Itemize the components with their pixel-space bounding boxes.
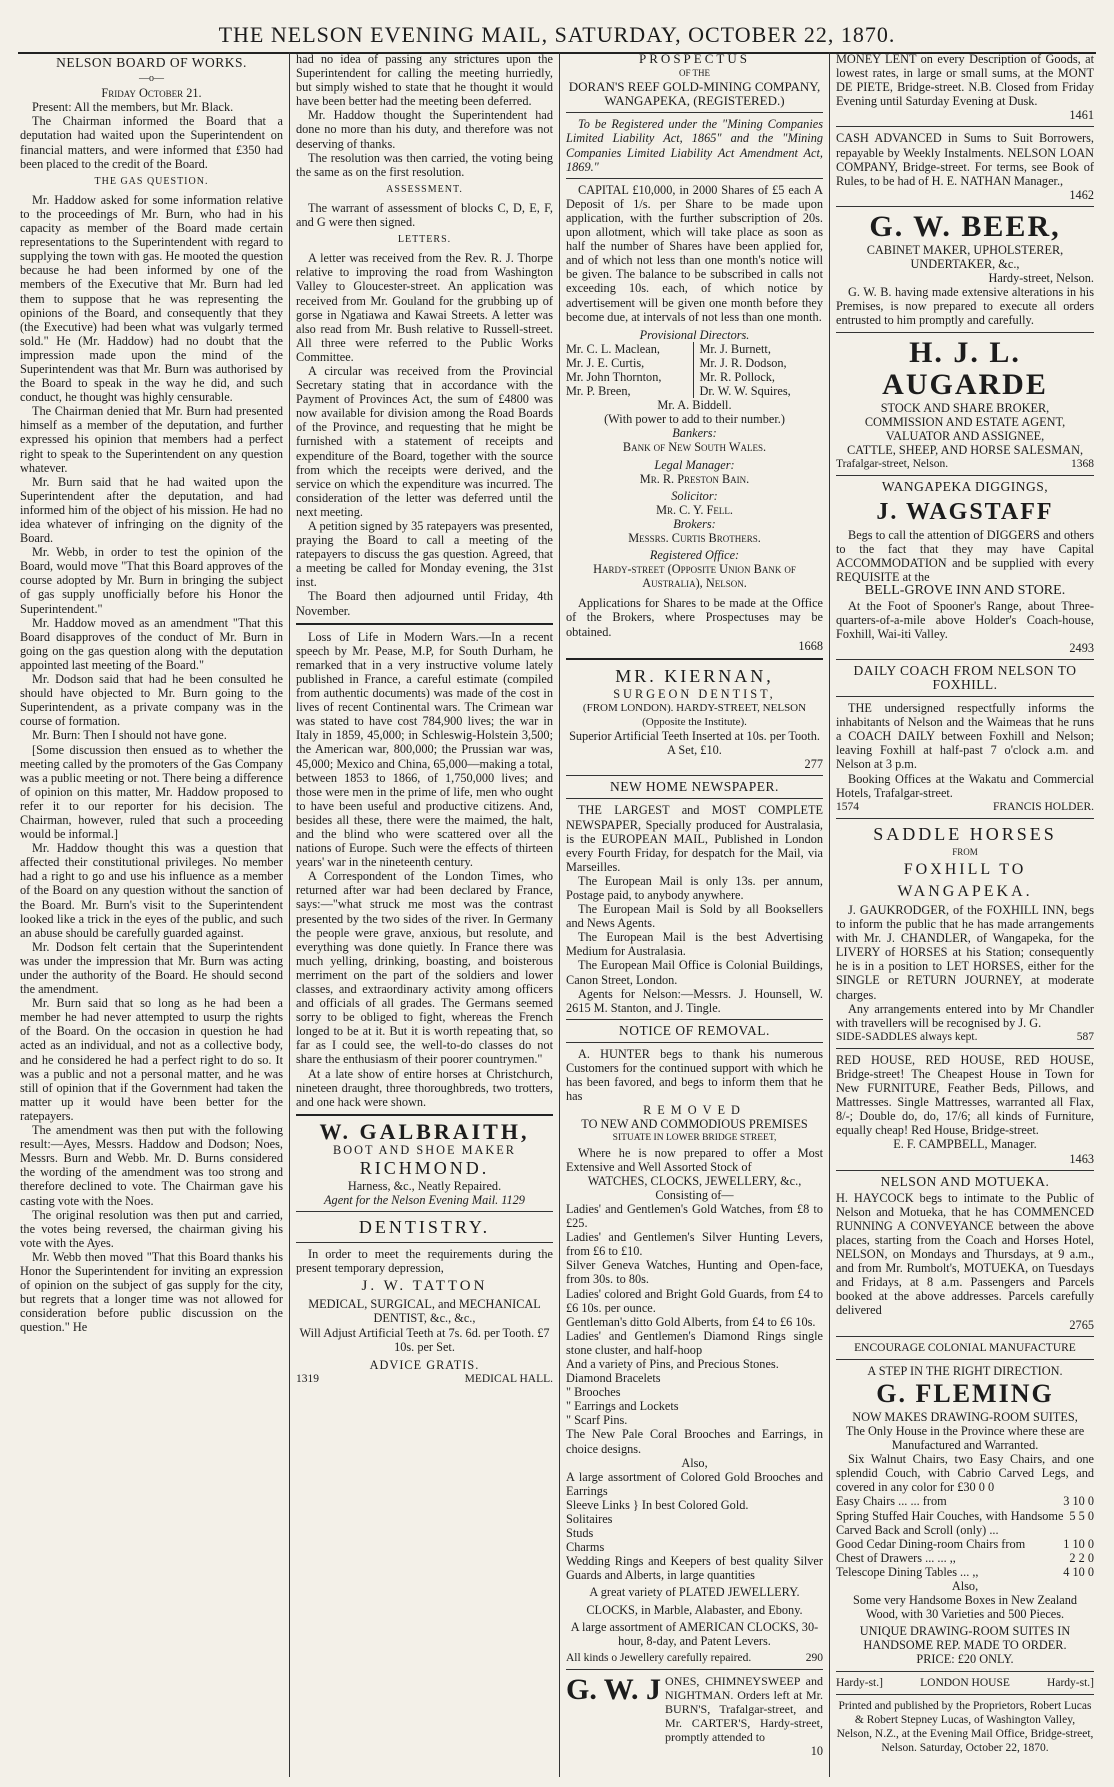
fleming-t6: PRICE: £20 ONLY. — [916, 1652, 1014, 1667]
solicitor-heading: Solicitor: — [671, 488, 718, 503]
price-value: 5 5 0 — [1069, 1508, 1094, 1523]
paragraph: The European Mail is Sold by all Booksellers and News Agents. — [566, 902, 823, 931]
paragraph: Agents for Nelson:—Messrs. J. Hounsell, W. 2615 M. Stanton, and J. Tingle. — [566, 986, 823, 1015]
ad-hall: MEDICAL HALL. — [464, 1372, 553, 1385]
removal-items-2 — [566, 1470, 823, 1583]
price-row — [836, 1509, 1094, 1537]
removal-items — [566, 1202, 823, 1456]
bankers-heading: Bankers: — [672, 426, 717, 441]
stock-item: Ladies' and Gentlemen's Silver Hunting Levers, from £6 to £10. — [566, 1230, 823, 1259]
prospectus-company: DORAN'S REEF GOLD-MINING COMPANY, WANGAPEKA, (REGISTERED.) — [568, 79, 821, 109]
stock-item: Studs — [566, 1526, 594, 1541]
london-house: LONDON HOUSE — [920, 1676, 1010, 1689]
augarde-trade-3: VALUATOR AND ASSIGNEE, — [885, 428, 1045, 443]
wagstaff-text: Begs to call the attention of DIGGERS and others to the fact that they may have Capital ACCOMMODATION and be supplied with every REQUISITE at the — [836, 528, 1094, 585]
wagstaff-address: At the Foot of Spooner's Range, about Three-quarters-of-a-mile above Holder's Coach-house, Foxhill, Wai-iti Valley. — [836, 598, 1094, 641]
paragraph: Mr. Dodson felt certain that the Superintendent was under the impression that Mr. Burn was acting under the authority of the Board. He should second the amendment. — [20, 939, 283, 997]
stock-item: And a variety of Pins, and Precious Stones. — [566, 1356, 779, 1371]
ad-number: 2765 — [1069, 1317, 1094, 1332]
ad-number: 1668 — [798, 638, 823, 653]
director-name: Dr. W. W. Squires, — [699, 384, 791, 399]
director-name: Mr. P. Breen, — [566, 384, 631, 399]
price-row — [836, 1494, 1094, 1508]
fleming-t1: NOW MAKES DRAWING-ROOM SUITES, — [852, 1409, 1078, 1424]
brokers: Messrs. Curtis Brothers. — [628, 531, 761, 545]
paragraph: A Correspondent of the London Times, who returned after war had been declared by France, says:—"what struck me most was the contrast presented by the two sides of the river. In Germany the people were grave, anxious, but resolute, and everything was done quietly. In France there was much yelling, drinking, boasting, and boisterous merriment on the part of the soldiers and lower classes, and extraordinary activity among officers and officials of all grades. The Germans seemed sorry to be obliged to fight, whereas the French longed to be at it. But it is worth repeating that, so far as I could see, the well-to-do classes do not share the enthusiasm of their poorer countrymen." — [296, 869, 553, 1067]
ad-text: In order to meet the requirements during the present temporary depression, — [296, 1247, 553, 1276]
beer-text: G. W. B. having made extensive alterations in his Premises, is now prepared to execute all orders entrusted to him promptly and carefully. — [836, 285, 1094, 328]
paragraph: The warrant of assessment of blocks C, D, E, F, and G were then signed. — [296, 200, 553, 230]
divider — [296, 623, 553, 625]
stock-item: Silver Geneva Watches, Hunting and Open-face, from 30s. to 80s. — [566, 1258, 823, 1287]
paragraph: THE LARGEST and MOST COMPLETE NEWSPAPER, Specially produced for Australasia, is the EUROPEAN MAIL, Published in London every Fourth Friday, for despatch for the Mail, via Marseilles. — [566, 803, 823, 874]
cash-ad: CASH ADVANCED in Sums to Suit Borrowers, repayable by Weekly Instalments. NELSON LOAN COMPANY, Bridge-street. For terms, see Book of Rules, to be had of H. E. NATHAN Manager., — [836, 131, 1094, 188]
ad-number: 2493 — [1069, 640, 1094, 655]
ad-number: 1319 — [296, 1372, 319, 1385]
ad-text: Harness, &c., Neatly Repaired. — [347, 1178, 502, 1193]
solicitor: Mr. C. Y. Fell. — [656, 502, 733, 517]
paragraph: Mr. Burn: Then I should not have gone. — [32, 728, 227, 743]
prospectus-title: PROSPECTUS — [639, 52, 750, 66]
saddle-route: FOXHILL TO WANGAPEKA. — [897, 860, 1033, 900]
stock-item: A large assortment of Colored Gold Brooches and Earrings — [566, 1469, 823, 1498]
fleming-price-list — [836, 1494, 1094, 1579]
article-date: Friday October 21. — [101, 86, 202, 101]
price-value: 2 2 0 — [1069, 1550, 1094, 1565]
paragraph: The European Mail is only 13s. per annum, Postage paid, to anybody anywhere. — [566, 873, 823, 902]
red-house-manager: E. F. CAMPBELL, Manager. — [893, 1137, 1037, 1152]
augarde-trade-4: CATTLE, SHEEP, AND HORSE SALESMAN, — [846, 442, 1084, 457]
paragraph: Mr. Haddow moved as an amendment "That this Board disapproves of the conduct of Mr. Burn in going on the gas question along with the deputation appointed last meeting of the Board." — [20, 615, 283, 672]
directors-heading: Provisional Directors. — [639, 327, 750, 342]
saddle-title: SADDLE HORSES — [873, 823, 1057, 844]
director-name: Mr. J. R. Dodson, — [699, 355, 787, 370]
stock-item: Diamond Bracelets — [566, 1371, 661, 1386]
augarde-name: H. J. L. AUGARDE — [882, 335, 1048, 401]
price-value: 1 10 0 — [1063, 1536, 1094, 1551]
director-extra: Mr. A. Biddell. — [657, 398, 732, 413]
ad-name: J. W. TATTON — [361, 1278, 488, 1295]
prospectus-of: OF THE — [678, 68, 711, 79]
price-value: 4 10 0 — [1063, 1564, 1094, 1579]
ad-number: 1574 — [836, 800, 859, 813]
paragraph: The Chairman denied that Mr. Burn had presented himself as a member of the deputation, and further expressed his opinion that members had a perfect right to speak to the Superintendent on any question whatever. — [20, 404, 283, 475]
kiernan-name: MR. KIERNAN, — [615, 665, 774, 686]
saddle-from: FROM — [952, 846, 978, 857]
london-left: Hardy-st.] — [836, 1676, 883, 1689]
removal-stock: WATCHES, CLOCKS, JEWELLERY, &c., — [587, 1173, 802, 1188]
paragraph: A petition signed by 35 ratepayers was presented, praying the Board to call a meeting of the ratepayers to discuss the gas question. Agreed, that a meeting be called for Monday evening, the 31st inst. — [296, 519, 553, 590]
ad-title: DENTISTRY. — [358, 1217, 491, 1238]
ad-advice: ADVICE GRATIS. — [369, 1357, 480, 1372]
fleming-t3: Six Walnut Chairs, two Easy Chairs, and one splendid Couch, with Cabrio Carved Legs, and covered in any color for £30 0 0 — [836, 1452, 1094, 1495]
stock-item: " Scarf Pins. — [566, 1413, 628, 1428]
divider — [296, 1211, 553, 1212]
newspaper-ad-title: NEW HOME NEWSPAPER. — [610, 779, 779, 795]
coach-owner: FRANCIS HOLDER. — [993, 800, 1094, 813]
manager: Mr. R. Preston Bain. — [639, 471, 750, 486]
paragraph: The original resolution was then put and carried, the votes being reversed, the chairman giving his vote with the Ayes. — [20, 1207, 283, 1250]
beer-trade: CABINET MAKER, UPHOLSTERER, — [866, 242, 1064, 257]
saddle-side: SIDE-SADDLES always kept. — [836, 1030, 978, 1043]
article-heading: NELSON BOARD OF WORKS. — [56, 55, 247, 70]
fleming-t5: UNIQUE DRAWING-ROOM SUITES IN HANDSOME REP. MADE TO ORDER. — [859, 1624, 1071, 1653]
paragraph: Mr. Haddow thought this was a question that affected their constitutional privileges. No member had a right to go and use his influence as a member of the Board on any question without the sanction of the Board. Mr. Burn's visit to the Superintendent looked like a trick in the eyes of the public, and such an abuse should be carefully guarded against. — [20, 841, 283, 940]
removal-situate: SITUATE IN LOWER BRIDGE STREET, — [612, 1133, 777, 1144]
paragraph: Mr. Haddow asked for some information relative to the proceedings of Mr. Burn, who had in his capacity as member of the Board made certain representations to the Superintendent with regard to supplying the town with gas. He mooted the question because he had been informed by one of the members of the Executive that Mr. Burn had led them to suppose that he was representing the opinions of the Board, and consequently that they (the Executive) had been what was vulgarly termed sold." He (Mr. Haddow) had no doubt that the impression made upon the mind of the Superintendent was that Mr. Burn was authorised by the Board to speak in the way he did, and such conduct, he thought was highly censurable. — [20, 192, 283, 405]
subheading: LETTERS. — [397, 234, 452, 246]
fleming-t2: The Only House in the Province where these are Manufactured and Warranted. — [845, 1423, 1085, 1453]
augarde-address: Trafalgar-street, Nelson. — [836, 457, 949, 470]
paragraph: had no idea of passing any strictures upon the Superintendent for calling the meeting hurriedly, but simply wished to state that he thought it would have been better had the meeting been deferred. — [296, 52, 553, 109]
paragraph: Mr. Webb then moved "That this Board thanks his Honor the Superintendent for inviting an expression of opinion on the subject of gas supply for the city, but regrets that a longer time was not allowed for consideration before public discussion on the question." He — [20, 1249, 283, 1335]
coach-text: THE undersigned respectfully informs the inhabitants of Nelson and the Waimeas that he runs a COACH DAILY between Foxhill and Nelson; leaving Foxhill at half-past 7 o'clock a.m. and Nelson at 3 p.m. — [836, 701, 1094, 772]
director-note: (With power to add to their number.) — [604, 412, 785, 427]
removal-consisting: Consisting of— — [655, 1187, 734, 1202]
ad-number: 10 — [810, 1744, 823, 1759]
director-name: Mr. J. Burnett, — [699, 341, 771, 356]
paragraph: A. HUNTER begs to thank his numerous Customers for the continued support with which he has been favored, and begs to inform them that he has — [566, 1046, 823, 1104]
wangapeka-title: WANGAPEKA DIGGINGS, — [881, 478, 1049, 494]
beer-name: G. W. BEER, — [869, 209, 1061, 243]
saddle-text-2: Any arrangements entered into by Mr Chandler with travellers will be recognised by J. G. — [836, 1001, 1094, 1030]
paragraph: The Chairman informed the Board that a deputation had waited upon the Superintendent on financial matters, and were informed that £350 had been placed to the credit of the Board. — [20, 114, 283, 171]
ad-number: 1463 — [1069, 1151, 1094, 1166]
director-name: Mr. C. L. Maclean, — [566, 341, 660, 356]
ad-number: 1368 — [1071, 457, 1094, 470]
ad-trade: MEDICAL, SURGICAL, and MECHANICAL DENTIST, &c., &c., — [308, 1297, 541, 1326]
paragraph: A letter was received from the Rev. R. J. Thorpe relative to improving the road from Washington Valley to Gloucester-street. An application was received from Mr. Gouland for the grubbing up of gorse in Ngatiawa and Kawai Streets. A letter was also read from Mr. Bush relative to Russell-street. All three were referred to the Public Works Committee. — [296, 251, 553, 364]
imprint: Printed and published by the Proprietors, Robert Lucas & Robert Stepney Lucas, of Washington Valley, Nelson, N.Z., at the Evening Mail Office, Bridge-street, Nelson. Saturday, October 22, 1870. — [836, 1699, 1094, 1754]
kiernan-text: Superior Artificial Teeth Inserted at 10s. per Tooth. A Set, £10. — [569, 729, 820, 758]
encourage: ENCOURAGE COLONIAL MANUFACTURE — [854, 1341, 1076, 1354]
augarde-trade-1: STOCK AND SHARE BROKER, — [880, 400, 1050, 415]
paragraph: Present: All the members, but Mr. Black. — [32, 100, 234, 115]
step: A STEP IN THE RIGHT DIRECTION. — [867, 1363, 1063, 1378]
applications: Applications for Shares to be made at the Office of the Brokers, where Prospectuses may be obtained. — [566, 596, 823, 639]
kiernan-address: (FROM LONDON). HARDY-STREET, NELSON (Opposite the Institute). — [582, 701, 807, 728]
ad-number: 290 — [805, 1651, 823, 1664]
stock-item: Gentleman's ditto Gold Alberts, from £4 to £6 10s. — [566, 1314, 816, 1329]
beer-address: Hardy-street, Nelson. — [988, 271, 1094, 286]
price-item: Good Cedar Dining-room Chairs from — [836, 1536, 1026, 1551]
stock-item: " Brooches — [566, 1385, 621, 1400]
red-house-text: RED HOUSE, RED HOUSE, RED HOUSE, Bridge-street! The Cheapest House in Town for New FURNITURE, Feather Beds, Pillows, and Mattresses. Single Mattresses, warranted all Flax, 8/-; Double do, do, 17/6; all kinds of Furniture, equally cheap! Red House, Bridge-street. — [836, 1052, 1094, 1138]
paragraph: Where he is now prepared to offer a Most Extensive and Well Assorted Stock of — [566, 1145, 823, 1174]
london-right: Hardy-st.] — [1047, 1676, 1094, 1689]
paragraph: The European Mail is the best Advertising Medium for Australasia. — [566, 930, 823, 959]
divider — [296, 1114, 553, 1116]
masthead: THE NELSON EVENING MAIL, SATURDAY, OCTOBER 22, 1870. — [18, 8, 1096, 54]
columns — [14, 52, 1100, 1777]
office: Hardy-street (Opposite Union Bank of Australia), Nelson. — [593, 562, 796, 591]
paragraph: Loss of Life in Modern Wars.—In a recent speech by Mr. Pease, M.P, for South Durham, he remarked that in a very instructive volume lately published in France, a careful estimate (compiled from authentic documents) was made of the cost in lives of recent Continental wars. The Crimean war was stated to have cost 784,900 lives; the war in Italy in 1859, 45,000; in Schleswig-Holstein 3,500; the American war, 800,000; the Prussian war was, 45,000; Mexico and China, 65,000—making a total, between 1853 to 1866, of 1,750,000 lives; and those were men in the prime of life, men who ought to have been useful and productive citizens. And, besides all these, there were the maimed, the halt, and the blind who were scattered over all the nations of Europe. Such were the effects of thirteen years' war in the nineteenth century. — [296, 629, 553, 870]
price-row — [836, 1537, 1094, 1551]
paragraph: Mr. Burn said that he had waited upon the Superintendent after the deputation, and had informed him of the object of his mission. He had no idea whatever of infringing on the dignity of the Board. — [20, 474, 283, 546]
fleming-t4: Some very Handsome Boxes in New Zealand Wood, with 30 Varieties and 500 Pieces. — [852, 1593, 1078, 1622]
paragraph: The Board then adjourned until Friday, 4th November. — [296, 589, 553, 618]
bankers: Bank of New South Wales. — [622, 440, 767, 455]
director-name: Mr. J. E. Curtis, — [566, 355, 645, 370]
wagstaff-inn: BELL-GROVE INN AND STORE. — [864, 583, 1066, 599]
ad-text: Will Adjust Artificial Teeth at 7s. 6d. per Tooth. £7 10s. per Set. — [299, 1325, 550, 1354]
subheading: THE GAS QUESTION. — [94, 175, 209, 187]
column-1: NELSON BOARD OF WORKS. —o— Friday October 21. Present: All the members, but Mr. Black. The Chairman informed the Board that a deputation had waited upon the Superintendent on financial matters, and were informed that £350 had been placed to the credit of the Board. THE GAS QUESTION. Mr. Haddow asked for some information relative to the proceedings of Mr. Burn, who had in his capacity as member of the Board made certain representations to the Superintendent with regard to supplying the town with gas. He mooted the question because he had been informed by one of the members of the Executive that Mr. Burn had led them to suppose that he was representing the opinions of the Board, and consequently that they (the Executive) had been what was vulgarly termed sold." He (Mr. Haddow) had no doubt that the impression made upon the mind of the Superintendent was that Mr. Burn was authorised by the Board to speak in the way he did, and such conduct, he thought was highly censurable. The Chairman denied that Mr. Burn had presented himself as a member of the deputation, and further expressed his opinion that members had a perfect right to speak to the Superintendent on any question whatever. Mr. Burn said that he had waited upon the Superintendent after the deputation, and had informed him of the object of his mission. He had no idea whatever of infringing on the dignity of the Board. Mr. Webb, in order to test the opinion of the Board, would move "That this Board approves of the course adopted by Mr. Burn in bringing the subject of gas supply unofficially before his Honor the Superintendent." Mr. Haddow moved as an amendment "That this Board disapproves of the conduct of Mr. Burn in going on the gas question along with the deputation appointed last meeting of the Board." Mr. Dodson said that had he been consulted he should have objected to Mr. Burn going to the Superintendent, as a private company was in the course of formation. Mr. Burn: Then I should not have gone. [Some discussion then ensued as to whether the meeting called by the promoters of the Gas Company was a public meeting or not. There being a difference of opinion on this matter, Mr. Haddow proposed to refer it to our reporter for his decision. The Chairman, however, ruled that such a proceeding would be informal.] Mr. Haddow thought this was a question that affected their constitutional privileges. No member had a right to go and use his influence as a member of the Board on any question without the sanction of the Board. Mr. Burn's visit to the Superintendent looked like a trick in the eyes of the public, and such an abuse should be carefully guarded against. Mr. Dodson felt certain that the Superintendent was under the impression that Mr. Burn was acting under the authority of the Board. He should second the amendment. Mr. Burn said that so long as he had been a member he had never attempted to usurp the rights of the Board. On the occasion in question he had acted as an individual, and not as a collective body, and he considered he had a perfect right to do so. It was a public and not a personal matter, and he was still of opinion that if the Government had taken the matter up it would have been better for the ratepayers. The amendment was then put with the following result:—Ayes, Messrs. Haddow and Dodson; Noes, Messrs. Burn and Webb. Mr. D. Burns considered the wording of the amendment was too strong and therefore declined to vote. The Chairman gave his casting vote with the Noes. The original resolution was then put and carried, the votes being reversed, the chairman giving his vote with the Ayes. Mr. Webb then moved "That this Board thanks his Honor the Superintendent for inviting an expression of opinion on the subject of gas supply for the city, but regrets that a longer time was not allowed for consideration before public discussion on the question." He — [20, 55, 283, 1335]
office-heading: Registered Office: — [649, 548, 740, 563]
removal-american: A large assortment of AMERICAN CLOCKS, 30-hour, 8-day, and Patent Levers. — [570, 1619, 819, 1648]
price-item: Telescope Dining Tables ... ,, — [836, 1564, 979, 1579]
stock-item: Ladies' and Gentlemen's Diamond Rings single stone cluster, and half-hoop — [566, 1328, 823, 1357]
stock-item: Wedding Rings and Keepers of best quality Silver Guards and Alberts, in large quantities — [566, 1554, 823, 1583]
removal-title: NOTICE OF REMOVAL. — [619, 1022, 770, 1038]
kiernan-trade: SURGEON DENTIST, — [613, 686, 776, 701]
stock-item: Ladies' and Gentlemen's Gold Watches, from £8 to £25. — [566, 1201, 823, 1231]
paragraph: Mr. Burn said that so long as he had been a member he had never attempted to usurp the rights of the Board. On the occasion in question he had acted as an individual, and not as a collective body, and he considered he had a perfect right to do so. It was a public and not a personal matter, and he was still of opinion that if the Government had taken the matter up it would have been better for the ratepayers. — [20, 996, 283, 1123]
price-row — [836, 1565, 1094, 1579]
removed: REMOVED — [643, 1103, 746, 1118]
price-item: Easy Chairs ... ... from — [836, 1494, 947, 1509]
jones-initials: G. W. J — [566, 1672, 662, 1706]
paragraph: Mr. Haddow thought the Superintendent had done no more than his duty, and therefore was not deserving of thanks. — [296, 108, 553, 151]
paragraph: Mr. Webb, in order to test the opinion of the Board, would move "That this Board approves of the course adopted by Mr. Burn in bringing the subject of gas supply unofficially before his Honor the Superintendent." — [20, 545, 283, 616]
stock-item: " Earrings and Lockets — [566, 1399, 679, 1414]
ad-name: W. GALBRAITH, — [319, 1118, 530, 1144]
augarde-trade-2: COMMISSION AND ESTATE AGENT, — [864, 414, 1066, 429]
ad-number: 277 — [804, 757, 823, 772]
paragraph: [Some discussion then ensued as to whether the meeting called by the promoters of the Gas Company was a public meeting or not. There being a difference of opinion on this matter, Mr. Haddow proposed to refer it to our reporter for his decision. The Chairman, however, ruled that such a proceeding would be informal.] — [20, 742, 283, 842]
divider — [296, 1242, 553, 1243]
stock-item: The New Pale Coral Brooches and Earrings, in choice designs. — [566, 1427, 823, 1456]
removal-repairs: All kinds o Jewellery carefully repaired. — [566, 1651, 752, 1664]
directors-list — [566, 342, 823, 398]
jones-ad — [566, 1674, 823, 1744]
beer-trade-2: UNDERTAKER, &c., — [910, 257, 1020, 272]
ad-number: 1462 — [1069, 187, 1094, 202]
jones-text: ONES, CHIMNEYSWEEP and NIGHTMAN. Orders left at Mr. BURN'S, Trafalgar-street, and Mr. CARTER'S, Hardy-street, promptly attended to — [665, 1673, 823, 1745]
stock-item: Solitaires — [566, 1512, 613, 1526]
paragraph: At a late show of entire horses at Christchurch, nineteen draught, three thoroughbreds, two trotters, and one hack were shown. — [296, 1066, 553, 1109]
motueka-text: H. HAYCOCK begs to intimate to the Public of Nelson and Motueka, that he has COMMENCED RUNNING A CONVEYANCE between the above places, starting from the Coach and Horses Hotel, NELSON, on Mondays and Thursdays, at 9 a.m., and from Mr. Rumbolt's, MOTUEKA, on Tuesdays and Fridays, at 8 a.m. Passengers and Parcels booked at the above addresses. Parcels carefully delivered — [836, 1190, 1094, 1318]
prospectus-registration: To be Registered under the "Mining Companies Limited Liability Act, 1865" and the "Mining Companies Limited Liability Act Amendment Act, 1869." — [566, 117, 823, 174]
price-row — [836, 1551, 1094, 1565]
fleming-also: Also, — [951, 1578, 979, 1593]
manager-heading: Legal Manager: — [654, 457, 735, 472]
stock-item: Sleeve Links } In best Colored Gold. — [566, 1497, 749, 1512]
fleming-name: G. FLEMING — [876, 1378, 1054, 1408]
director-name: Mr. John Thornton, — [566, 369, 662, 384]
brokers-heading: Brokers: — [673, 516, 716, 531]
stock-item: Ladies' colored and Bright Gold Guards, from £4 to £6 10s. per ounce. — [566, 1286, 823, 1315]
paragraph: The European Mail Office is Colonial Buildings, Canon Street, London. — [566, 958, 823, 987]
ad-number: 1461 — [1069, 108, 1094, 123]
ad-agent: Agent for the Nelson Evening Mail. 1129 — [324, 1193, 525, 1208]
paragraph: A circular was received from the Provincial Secretary stating that in accordance with the Payment of Provinces Act, the sum of £4800 was now available for division among the Road Boards of the Province, and requesting that he might be furnished with a statement of receipts and expenditure of the Board, together with the source from which the receipts were derived, and the service on which the expenditure was incurred. The consideration of the letter was deferred until the next meeting. — [296, 363, 553, 519]
paragraph: The amendment was then put with the following result:—Ayes, Messrs. Haddow and Dodson; Noes, Messrs. Burn and Webb. Mr. D. Burns considered the wording of the amendment was too strong and therefore declined to vote. The Chairman gave his casting vote with the Noes. — [20, 1123, 283, 1208]
saddle-text: J. GAUKRODGER, of the FOXHILL INN, begs to inform the public that he has made arrangements with Mr. J. CHANDLER, of Wangapeka, for the LIVERY of HORSES at his Station; consequently he is in a position to LET HORSES, either for the SINGLE or RETURN JOURNEY, at moderate charges. — [836, 902, 1094, 1002]
price-item: Chest of Drawers ... ... ,, — [836, 1550, 956, 1565]
motueka-title: NELSON AND MOTUEKA. — [880, 1173, 1050, 1189]
prospectus-capital: CAPITAL £10,000, in 2000 Shares of £5 each A Deposit of 1/s. per Share to be made upon application, with the further subscription of 20s. upon allotment, which will take place as soon as half the number of Shares have been applied for, and of which not less than one month's notice will be given. The balance to be subscribed in calls not exceeding 10s. each, of which notice by advertisement will be given one month before they become due, at intervals of not less than one month. — [566, 182, 823, 324]
column-4 — [829, 52, 1100, 1777]
ad-place: RICHMOND. — [359, 1157, 490, 1178]
removal-also: Also, — [681, 1455, 708, 1470]
column-2 — [289, 52, 559, 1777]
removal-to: TO NEW AND COMMODIOUS PREMISES — [581, 1117, 808, 1132]
paragraph: Mr. Dodson said that had he been consulted he should have objected to Mr. Burn going to the Superintendent, as a private company was in the course of formation. — [20, 672, 283, 729]
coach-booking: Booking Offices at the Wakatu and Commercial Hotels, Trafalgar-street. — [836, 771, 1094, 800]
column-3 — [559, 52, 829, 1777]
director-name: Mr. R. Pollock, — [699, 369, 775, 384]
removal-plated: A great variety of PLATED JEWELLERY. — [589, 1585, 800, 1600]
ad-number: 587 — [1076, 1030, 1094, 1043]
coach-title: DAILY COACH FROM NELSON TO FOXHILL. — [853, 662, 1077, 692]
stock-item: Charms — [566, 1540, 605, 1555]
money-ad: MONEY LENT on every Description of Goods, at lowest rates, in large or small sums, at the MONT DE PIETE, Bridge-street. N.B. Closed from Friday Evening until Saturday Evening at Dusk. — [836, 52, 1094, 109]
price-item: Spring Stuffed Hair Couches, with Handsome Carved Back and Scroll (only) ... — [836, 1508, 1064, 1537]
price-value: 3 10 0 — [1063, 1494, 1094, 1509]
wagstaff-name: J. WAGSTAFF — [876, 499, 1054, 526]
subheading: ASSESSMENT. — [386, 183, 463, 195]
removal-clocks: CLOCKS, in Marble, Alabaster, and Ebony. — [586, 1602, 803, 1617]
paragraph: The resolution was then carried, the voting being the same as on the first resolution. — [296, 150, 553, 179]
ad-trade: BOOT AND SHOE MAKER — [333, 1142, 516, 1157]
